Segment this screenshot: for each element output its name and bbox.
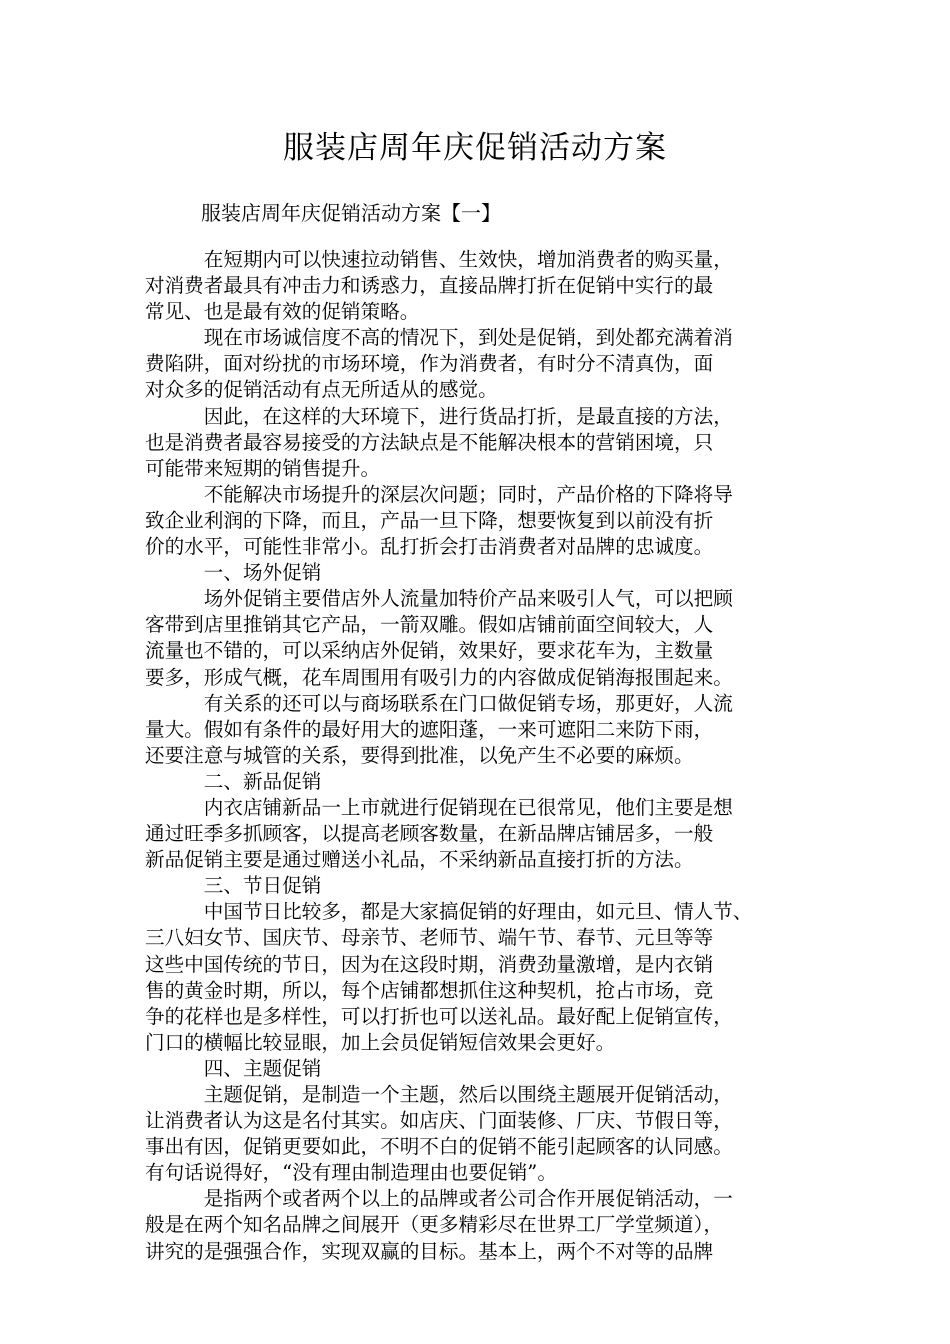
body-line: 般是在两个知名品牌之间展开（更多精彩尽在世界工厂学堂频道），: [145, 1213, 724, 1237]
body-line: 让消费者认为这是名付其实。如店庆、门面装修、厂庆、节假日等，: [145, 1109, 733, 1133]
body-line: 因此，在这样的大环境下，进行货品打折，是最直接的方法，: [145, 404, 733, 428]
body-line: 还要注意与城管的关系，要得到批准，以免产生不必要的麻烦。: [145, 743, 694, 767]
body-line: 售的黄金时期，所以，每个店铺都想抓住这种契机，抢占市场，竞: [145, 978, 714, 1002]
body-line: 可能带来短期的销售提升。: [145, 456, 381, 480]
body-line: 在短期内可以快速拉动销售、生效快，增加消费者的购买量，: [145, 248, 733, 271]
body-line: 通过旺季多抓顾客，以提高老顾客数量，在新品牌店铺居多，一般: [145, 822, 714, 846]
body-line: 对众多的促销活动有点无所适从的感觉。: [145, 378, 498, 402]
body-line: 对消费者最具有冲击力和诱惑力，直接品牌打折在促销中实行的最: [145, 274, 714, 298]
body-line: 这些中国传统的节日，因为在这段时期，消费劲量激增，是内衣销: [145, 952, 714, 976]
body-line: 常见、也是最有效的促销策略。: [145, 300, 420, 324]
body-line: 客带到店里推销其它产品，一箭双雕。假如店铺前面空间较大，人: [145, 613, 714, 637]
body-line: 价的水平，可能性非常小。乱打折会打击消费者对品牌的忠诚度。: [145, 535, 714, 559]
body-line: 现在市场诚信度不高的情况下，到处是促销，到处都充满着消: [145, 326, 733, 350]
document-subtitle: 服装店周年庆促销活动方案【一】: [201, 201, 501, 225]
body-line: 是指两个或者两个以上的品牌或者公司合作开展促销活动，一: [145, 1187, 733, 1211]
body-line: 有句话说得好，“没有理由制造理由也要促销”。: [145, 1161, 557, 1185]
body-line: 内衣店铺新品一上市就进行促销现在已很常见，他们主要是想: [145, 795, 733, 819]
body-line: 四、主题促销: [145, 1056, 322, 1080]
body-line: 三、节日促销: [145, 874, 322, 898]
body-line: 二、新品促销: [145, 769, 322, 793]
body-line: 一、场外促销: [145, 561, 322, 585]
body-line: 费陷阱，面对纷扰的市场环境，作为消费者，有时分不清真伪，面: [145, 352, 714, 376]
body-line: 也是消费者最容易接受的方法缺点是不能解决根本的营销困境，只: [145, 430, 714, 454]
body-line: 门口的横幅比较显眼，加上会员促销短信效果会更好。: [145, 1030, 616, 1054]
body-line: 致企业利润的下降，而且，产品一旦下降，想要恢复到以前没有折: [145, 508, 714, 532]
document-body: [145, 247, 825, 1265]
body-line: 三八妇女节、国庆节、母亲节、老师节、端午节、春节、元旦等等: [145, 926, 714, 950]
body-line: 要多，形成气概，花车周围用有吸引力的内容做成促销海报围起来。: [145, 665, 733, 689]
body-line: 不能解决市场提升的深层次问题；同时，产品价格的下降将导: [145, 482, 733, 506]
body-line: 争的花样也是多样性，可以打折也可以送礼品。最好配上促销宣传，: [145, 1004, 733, 1028]
body-line: 中国节日比较多，都是大家搞促销的好理由，如元旦、情人节、: [145, 900, 753, 924]
body-line: 量大。假如有条件的最好用大的遮阳蓬，一来可遮阳二来防下雨，: [145, 717, 714, 741]
body-line: 新品促销主要是通过赠送小礼品，不采纳新品直接打折的方法。: [145, 848, 694, 872]
body-line: 主题促销，是制造一个主题，然后以围绕主题展开促销活动，: [145, 1083, 733, 1106]
body-line: 事出有因，促销更要如此，不明不白的促销不能引起顾客的认同感。: [145, 1135, 733, 1159]
body-line: 流量也不错的，可以采纳店外促销，效果好，要求花车为，主数量: [145, 639, 714, 663]
body-line: 有关系的还可以与商场联系在门口做促销专场，那更好，人流: [145, 691, 733, 715]
body-line: 讲究的是强强合作，实现双赢的目标。基本上，两个不对等的品牌: [145, 1239, 714, 1263]
document-title: 服装店周年庆促销活动方案: [283, 130, 667, 166]
body-line: 场外促销主要借店外人流量加特价产品来吸引人气，可以把顾: [145, 587, 733, 611]
